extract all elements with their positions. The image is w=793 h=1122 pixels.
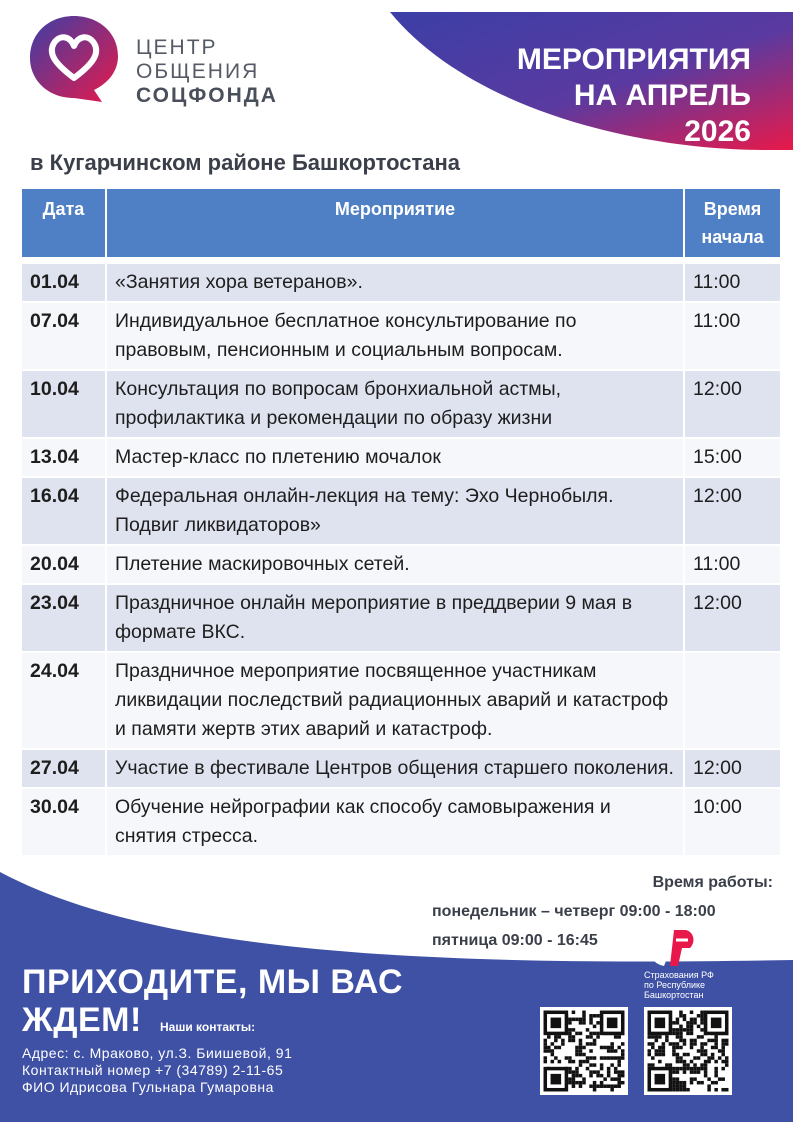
contacts-title: Наши контакты: xyxy=(160,1020,256,1034)
row-date: 30.04 xyxy=(22,788,106,856)
sfr-logo-text xyxy=(644,970,714,1000)
events-table xyxy=(22,189,780,857)
row-date: 10.04 xyxy=(22,370,106,438)
sfr-line-1: Страхования РФ xyxy=(644,970,714,980)
row-event: Праздничное онлайн мероприятие в преддверии 9 мая в формате ВКС. xyxy=(106,584,684,652)
brand-line-2: ОБЩЕНИЯ xyxy=(136,60,260,83)
row-event: Обучение нейрографии как способу самовыражения и снятия стресса. xyxy=(106,788,684,856)
title-line-1: МЕРОПРИЯТИЯ xyxy=(516,43,751,76)
header-time xyxy=(684,189,780,257)
row-date: 24.04 xyxy=(22,652,106,749)
row-date: 01.04 xyxy=(22,264,106,302)
header-date: Дата xyxy=(22,189,106,257)
row-event: Мастер-класс по плетению мочалок xyxy=(106,438,684,477)
row-time xyxy=(684,652,780,749)
work-hours-friday: пятница 09:00 - 16:45 xyxy=(432,932,598,949)
row-time: 15:00 xyxy=(684,438,780,477)
header-time-line-1: Время xyxy=(703,199,762,219)
call-line-1: ПРИХОДИТЕ, МЫ ВАС xyxy=(22,963,404,1001)
contact-person: ФИО Идрисова Гульнара Гумаровна xyxy=(22,1079,274,1095)
row-event: Индивидуальное бесплатное консультирование по правовым, пенсионным и социальным вопросам. xyxy=(106,302,684,370)
row-time: 12:00 xyxy=(684,477,780,545)
table-row xyxy=(22,264,780,302)
brand-line-3: СОЦФОНДА xyxy=(136,84,278,107)
row-event: Плетение маскировочных сетей. xyxy=(106,545,684,584)
row-event: Участие в фестивале Центров общения старшего поколения. xyxy=(106,749,684,788)
row-date: 20.04 xyxy=(22,545,106,584)
row-time: 12:00 xyxy=(684,584,780,652)
title-line-3: 2026 xyxy=(684,115,751,148)
table-row xyxy=(22,370,780,438)
row-date: 23.04 xyxy=(22,584,106,652)
row-time: 10:00 xyxy=(684,788,780,856)
logo-heart-icon xyxy=(24,8,124,108)
work-hours-title: Время работы: xyxy=(652,874,773,891)
region-subtitle: в Кугарчинском районе Башкортостана xyxy=(30,150,461,175)
row-event: Праздничное мероприятие посвященное участникам ликвидации последствий радиационных аварий и катастроф и памяти жертв этих аварий и катастроф. xyxy=(106,652,684,749)
table-header-row xyxy=(22,189,780,257)
table-row xyxy=(22,545,780,584)
work-hours-weekdays: понедельник – четверг 09:00 - 18:00 xyxy=(432,903,716,920)
contact-address: Адрес: с. Мраково, ул.З. Биишевой, 91 xyxy=(22,1045,293,1061)
header-event: Мероприятие xyxy=(106,189,684,257)
row-event: Федеральная онлайн-лекция на тему: Эхо Чернобыля. Подвиг ликвидаторов» xyxy=(106,477,684,545)
table-row xyxy=(22,302,780,370)
table-row xyxy=(22,652,780,749)
row-time: 12:00 xyxy=(684,370,780,438)
table-row xyxy=(22,584,780,652)
row-event: Консультация по вопросам бронхиальной астмы, профилактика и рекомендации по образу жизни xyxy=(106,370,684,438)
title-line-2: НА АПРЕЛЬ xyxy=(573,79,751,112)
row-event: «Занятия хора ветеранов». xyxy=(106,264,684,302)
sfr-line-2: по Республике xyxy=(644,980,706,990)
row-time: 11:00 xyxy=(684,264,780,302)
row-time: 12:00 xyxy=(684,749,780,788)
table-row xyxy=(22,788,780,856)
table-row xyxy=(22,477,780,545)
table-row xyxy=(22,749,780,788)
row-time: 11:00 xyxy=(684,545,780,584)
sfr-line-3: Башкортостан xyxy=(644,990,704,1000)
qr-code-icon[interactable] xyxy=(540,1007,628,1095)
table-row xyxy=(22,438,780,477)
contact-phone: Контактный номер +7 (34789) 2-11-65 xyxy=(22,1062,284,1078)
call-line-2: ЖДЕМ! xyxy=(22,1001,142,1039)
row-date: 13.04 xyxy=(22,438,106,477)
row-date: 07.04 xyxy=(22,302,106,370)
row-time: 11:00 xyxy=(684,302,780,370)
sfr-logo-icon xyxy=(642,920,700,970)
qr-code-icon[interactable] xyxy=(644,1007,732,1095)
header-time-line-2: начала xyxy=(701,227,764,247)
brand-line-1: ЦЕНТР xyxy=(136,36,218,59)
row-date: 16.04 xyxy=(22,477,106,545)
row-date: 27.04 xyxy=(22,749,106,788)
